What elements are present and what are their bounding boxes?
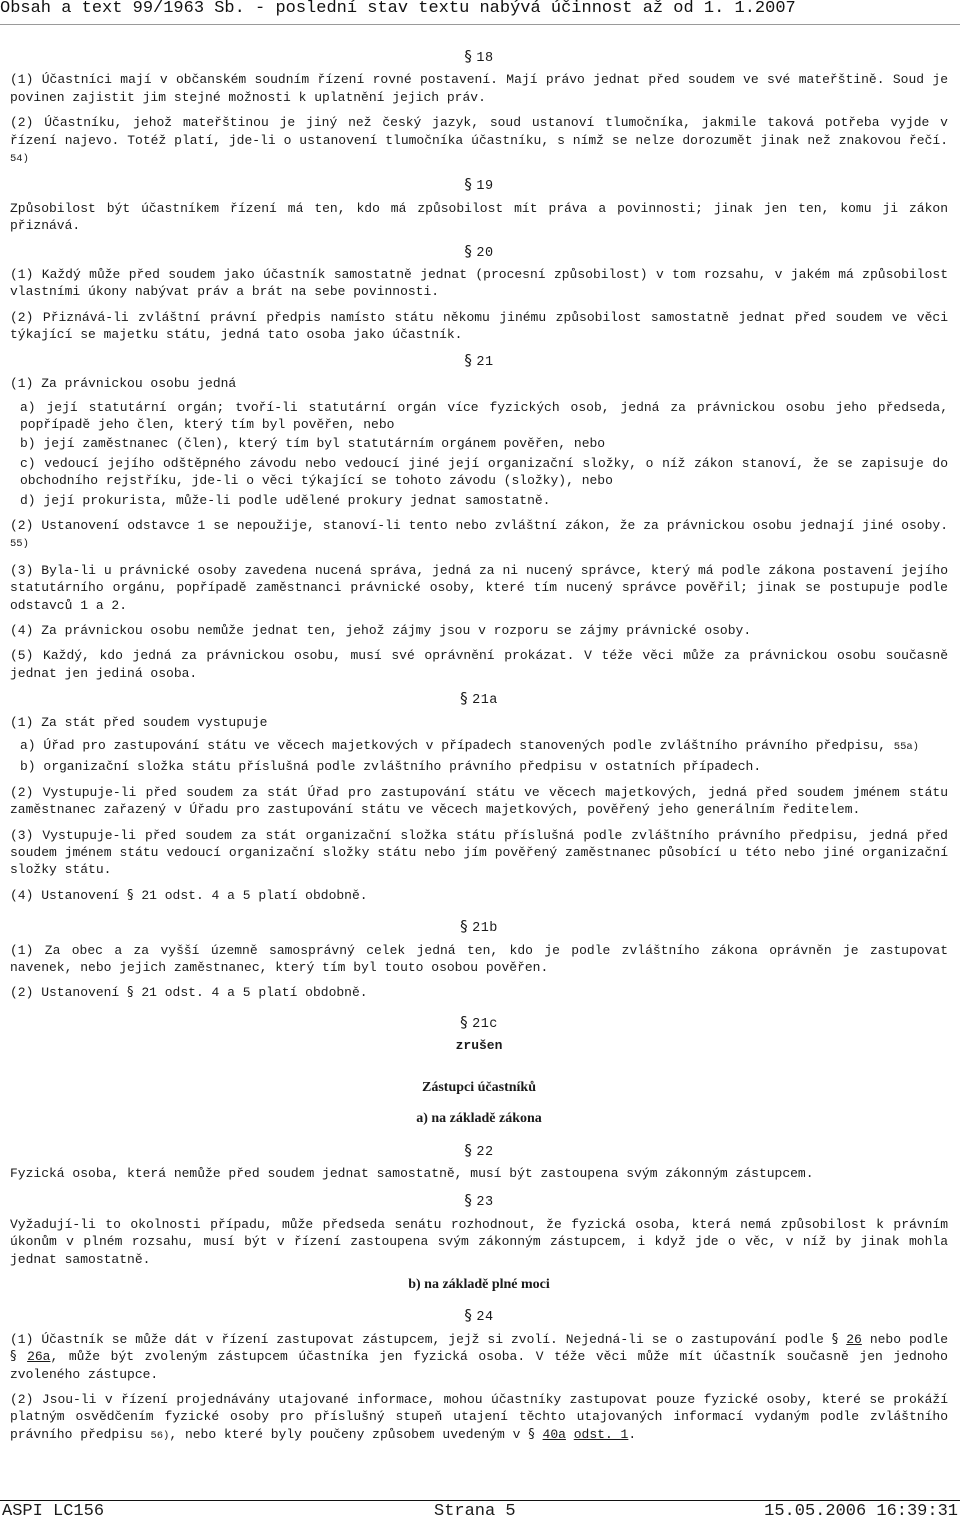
section-sign: § (460, 689, 469, 708)
paragraph-text: (2) Účastníku, jehož mateřštinou je jiný než český jazyk, soud ustanoví tlumočníka, jakmile taková potřeba vyjde v řízení najevo. Totéž platí, jde-li o ustanovení tlumočníka účastníku, s nímž se nelze dorozumět jinak než znakovou řečí. (10, 115, 948, 148)
paragraph (10, 517, 948, 554)
footnote-ref-54[interactable]: 54) (10, 153, 29, 166)
subchapter-heading: a) na základě zákona (416, 1111, 542, 1127)
section-number: 20 (476, 245, 494, 261)
list-item (20, 737, 948, 756)
section-sign: § (464, 350, 473, 369)
document-body (10, 48, 948, 1453)
section-sign: § (464, 175, 473, 194)
section-heading-21 (10, 352, 948, 371)
paragraph: (1) Každý může před soudem jako účastník samostatně jednat (procesní způsobilost) v tom rozsahu, v jakém má způsobilost vlastními úkony nabývat práv a brát na sebe povinnosti. (10, 267, 948, 300)
section-heading-19 (10, 176, 948, 195)
link-section-26[interactable]: 26 (846, 1331, 862, 1347)
paragraph-text: , nebo které byly poučeny způsobem uvedeným v (169, 1426, 521, 1442)
section-sign: § (831, 1331, 839, 1347)
section-sign: § (464, 47, 473, 65)
footer-source: ASPI LC156 (2, 1502, 105, 1521)
footnote-ref-55[interactable]: 55) (10, 538, 29, 551)
paragraph (10, 1331, 948, 1383)
section-heading-18 (10, 48, 948, 67)
section-number: 19 (476, 179, 494, 195)
footnote-ref-55a[interactable]: 55a) (893, 741, 919, 753)
section-number: 24 (476, 1310, 494, 1326)
section-number: 21c (472, 1016, 498, 1032)
paragraph (10, 887, 948, 904)
section-heading-24 (10, 1307, 948, 1326)
section-sign: § (460, 917, 469, 936)
repealed-label: zrušen (455, 1038, 503, 1054)
paragraph-text: (2) Jsou-li v řízení projednávány utajované informace, mohou účastníky zastupovat pouze fyzické osoby, které se prokáží platným osvědčením fyzické osoby pro příslušný stupeň utajení těchto utajovaných informací vydaným podle zvláštního právního předpisu (10, 1391, 948, 1442)
page-footer (0, 1503, 960, 1521)
paragraph-text: (2) Ustanovení (10, 985, 120, 1001)
section-number: 21b (472, 921, 498, 937)
section-sign: § (464, 241, 473, 260)
section-sign: § (464, 1306, 473, 1325)
paragraph-text: (4) Ustanovení (10, 887, 120, 903)
paragraph: (3) Vystupuje-li před soudem za stát organizační složka státu příslušná podle zvláštního právního předpisu, jedná před soudem jménem státu vedoucí organizační složky státu nebo jím pověřený zaměstnanec působící u této nebo jiné organizační složky státu. (10, 827, 948, 878)
list-item: d) její prokurista, může-li podle udělené prokury jednat samostatně. (20, 492, 551, 508)
list-item: c) vedoucí jejího odštěpného závodu nebo vedoucí jiné její organizační složky, o níž zákon stanoví, že se zapisuje do obchodního rejstříku, jde-li o věci týkající se tohoto závodu (složky), nebo (20, 455, 948, 489)
list-item: b) organizační složka státu příslušná podle zvláštního právního předpisu v ostatních případech. (20, 759, 762, 775)
paragraph: (2) Přiznává-li zvláštní právní předpis namísto státu někomu jinému způsobilost samostatně jednat před soudem ve věci týkající se majetku státu, jedná tato osoba jako účastník. (10, 309, 948, 343)
section-sign: § (10, 1349, 17, 1365)
section-number: 22 (476, 1144, 494, 1160)
section-number: 18 (476, 51, 494, 66)
paragraph (10, 114, 948, 168)
paragraph: Fyzická osoba, která nemůže před soudem jednat samostatně, musí být zastoupena svým zákonným zástupcem. (10, 1165, 814, 1181)
paragraph: (1) Za obec a za vyšší územně samosprávný celek jedná ten, kdo je podle zvláštního zákona oprávněn je zastupovat navenek, nebo jejich zaměstnanec, který tím byl touto osobou pověřen. (10, 942, 948, 976)
paragraph: (4) Za právnickou osobu nemůže jednat ten, jehož zájmy jsou v rozporu se zájmy právnické osoby. (10, 622, 752, 638)
paragraph: (1) Účastníci mají v občanském soudním řízení rovné postavení. Mají právo jednat před soudem ve své mateřštině. Soud je povinen zajistit jim stejné možnosti k uplatnění jejich práv. (10, 72, 948, 105)
section-heading-21b (10, 918, 948, 937)
section-heading-21a (10, 690, 948, 709)
footnote-ref-56[interactable]: 56) (150, 1429, 170, 1442)
section-heading-22 (10, 1142, 948, 1161)
link-section-26a[interactable]: 26a (27, 1349, 51, 1365)
paragraph: (1) Za právnickou osobu jedná (10, 376, 237, 392)
section-heading-23 (10, 1192, 948, 1211)
paragraph: Vyžadují-li to okolnosti případu, může předseda senátu rozhodnout, že fyzická osoba, která nemá způsobilost k právním úkonům v plném rozsahu, musí být v řízení zastoupena svým zákonným zástupcem, i když jde o věc, v níž by jinak mohla jednat samostatně. (10, 1216, 948, 1267)
section-number: 23 (476, 1195, 494, 1211)
footer-divider (0, 1500, 960, 1501)
link-section-40a[interactable]: 40a (542, 1426, 566, 1442)
section-heading-20 (10, 243, 948, 262)
list-item: a) její statutární orgán; tvoří-li statutární orgán více fyzických osob, jedná za právnickou osobu jeho předseda, popřípadě jeho člen, který tím byl pověřen, nebo (20, 399, 948, 432)
section-number: 21 (476, 354, 494, 370)
section-sign: § (464, 1140, 473, 1159)
paragraph-text: (1) Účastník se může dát v řízení zastupovat zástupcem, jejž si zvolí. Nejedná-li se o zastupování podle (10, 1331, 824, 1347)
page-header (0, 0, 960, 24)
list-item: b) její zaměstnanec (člen), který tím byl statutárním orgánem pověřen, nebo (20, 436, 606, 452)
paragraph-text: . (628, 1426, 637, 1442)
paragraph-text: , může být zvoleným zástupcem účastníka jen fyzická osoba. V téže věci může mít účastník současně jen jednoho zvoleného zástupce. (10, 1349, 948, 1382)
paragraph (10, 1391, 948, 1445)
page-title: Obsah a text 99/1963 Sb. - poslední stav textu nabývá účinnost až od 1. 1.2007 (0, 0, 796, 18)
paragraph: (1) Za stát před soudem vystupuje (10, 714, 268, 730)
paragraph-text: (2) Ustanovení odstavce 1 se nepoužije, stanoví-li tento nebo zvláštní zákon, že za právnickou osobu jednají jiné osoby. (10, 517, 948, 533)
paragraph: (2) Vystupuje-li před soudem za stát Úřad pro zastupování státu ve věcech majetkových, jedná před soudem jménem státu zaměstnanec zařazený v Úřadu pro zastupování státu ve věcech majetkových, pověřený jeho generálním ředitelem. (10, 784, 948, 818)
section-number: 21a (472, 693, 498, 709)
footer-timestamp: 15.05.2006 16:39:31 (764, 1502, 958, 1521)
paragraph (10, 984, 948, 1001)
section-heading-21c (10, 1014, 948, 1033)
section-sign: § (127, 887, 134, 903)
section-sign: § (460, 1012, 469, 1031)
chapter-heading: Zástupci účastníků (422, 1079, 536, 1095)
paragraph-text: 21 odst. 4 a 5 platí obdobně. (141, 985, 368, 1001)
paragraph: (5) Každý, kdo jedná za právnickou osobu, musí své oprávnění prokázat. V téže věci může za právnickou osobu současně jednat jen jediná osoba. (10, 648, 948, 681)
paragraph: (3) Byla-li u právnické osoby zavedena nucená správa, jedná za ni nucený správce, který má podle zákona postavení jejího statutárního orgánu, popřípadě zaměstnanci právnické osoby, které tím nucený správce pověřil; jinak se postupuje podle odstavců 1 a 2. (10, 562, 948, 613)
section-sign: § (464, 1191, 473, 1210)
list-item-text: a) Úřad pro zastupování státu ve věcech majetkových v případech stanovených podle zvláštního právního předpisu, (20, 738, 886, 753)
subchapter-heading: b) na základě plné moci (408, 1276, 550, 1292)
paragraph: Způsobilost být účastníkem řízení má ten, kdo má způsobilost mít práva a povinnosti; jinak jen ten, komu ji zákon přiznává. (10, 200, 948, 234)
link-odst-1[interactable]: odst. 1 (573, 1426, 629, 1442)
section-sign: § (127, 985, 134, 1001)
section-sign: § (528, 1426, 535, 1442)
header-divider (0, 24, 960, 25)
paragraph-text: nebo podle (869, 1331, 948, 1347)
page-number: Strana 5 (434, 1502, 516, 1521)
paragraph-text: 21 odst. 4 a 5 platí obdobně. (141, 887, 368, 903)
